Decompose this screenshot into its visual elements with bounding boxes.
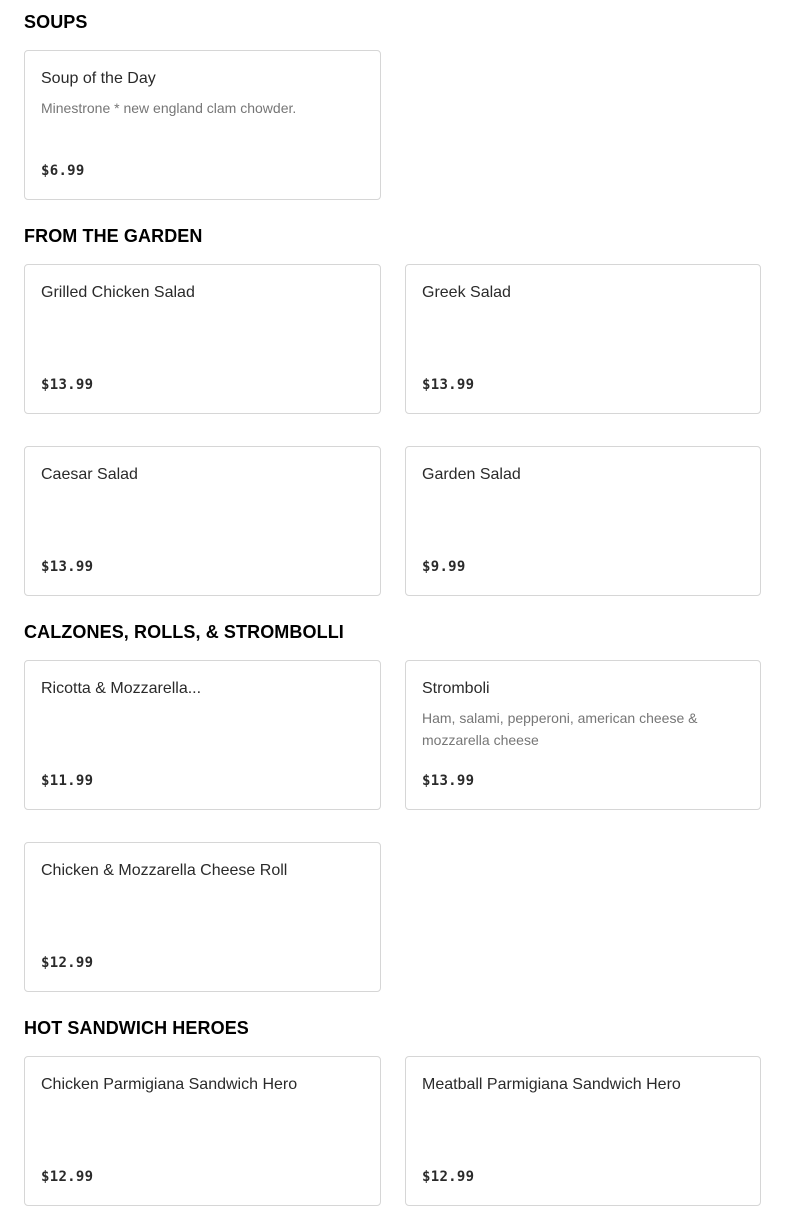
item-price: $12.99 bbox=[41, 955, 94, 971]
menu-item-card[interactable] bbox=[24, 842, 381, 992]
item-price: $11.99 bbox=[41, 773, 94, 789]
item-price: $12.99 bbox=[41, 1169, 94, 1185]
item-description: Ham, salami, pepperoni, american cheese & mozzarella cheese bbox=[422, 710, 698, 748]
menu-item-card[interactable] bbox=[24, 446, 381, 596]
item-name: Chicken Parmigiana Sandwich Hero bbox=[41, 1076, 298, 1093]
section-title-from-the-garden: FROM THE GARDEN bbox=[24, 226, 203, 246]
section-title-calzones-rolls-strombolli: CALZONES, ROLLS, & STROMBOLLI bbox=[24, 622, 344, 642]
menu-item-card[interactable] bbox=[24, 1056, 381, 1206]
section-title-hot-sandwich-heroes: HOT SANDWICH HEROES bbox=[24, 1018, 249, 1038]
menu-item-card[interactable] bbox=[405, 264, 761, 414]
menu-item-card[interactable] bbox=[405, 660, 761, 810]
item-price: $9.99 bbox=[422, 559, 466, 575]
item-price: $12.99 bbox=[422, 1169, 475, 1185]
item-price: $13.99 bbox=[422, 377, 475, 393]
item-price: $13.99 bbox=[422, 773, 475, 789]
item-name: Garden Salad bbox=[422, 466, 521, 483]
menu-item-card[interactable] bbox=[24, 660, 381, 810]
item-name: Meatball Parmigiana Sandwich Hero bbox=[422, 1076, 681, 1093]
item-name: Ricotta & Mozzarella... bbox=[41, 680, 202, 697]
menu-item-card[interactable] bbox=[24, 264, 381, 414]
item-name: Grilled Chicken Salad bbox=[41, 284, 195, 301]
item-name: Greek Salad bbox=[422, 284, 511, 301]
item-description: Minestrone * new england clam chowder. bbox=[41, 100, 297, 116]
item-price: $6.99 bbox=[41, 163, 85, 179]
section-title-soups: SOUPS bbox=[24, 12, 88, 32]
item-price: $13.99 bbox=[41, 377, 94, 393]
menu-item-card[interactable] bbox=[24, 50, 381, 200]
menu-item-card[interactable] bbox=[405, 1056, 761, 1206]
item-name: Stromboli bbox=[422, 680, 490, 697]
menu-item-card[interactable] bbox=[405, 446, 761, 596]
item-name: Soup of the Day bbox=[41, 70, 156, 87]
item-name: Chicken & Mozzarella Cheese Roll bbox=[41, 862, 288, 879]
item-price: $13.99 bbox=[41, 559, 94, 575]
item-name: Caesar Salad bbox=[41, 466, 138, 483]
